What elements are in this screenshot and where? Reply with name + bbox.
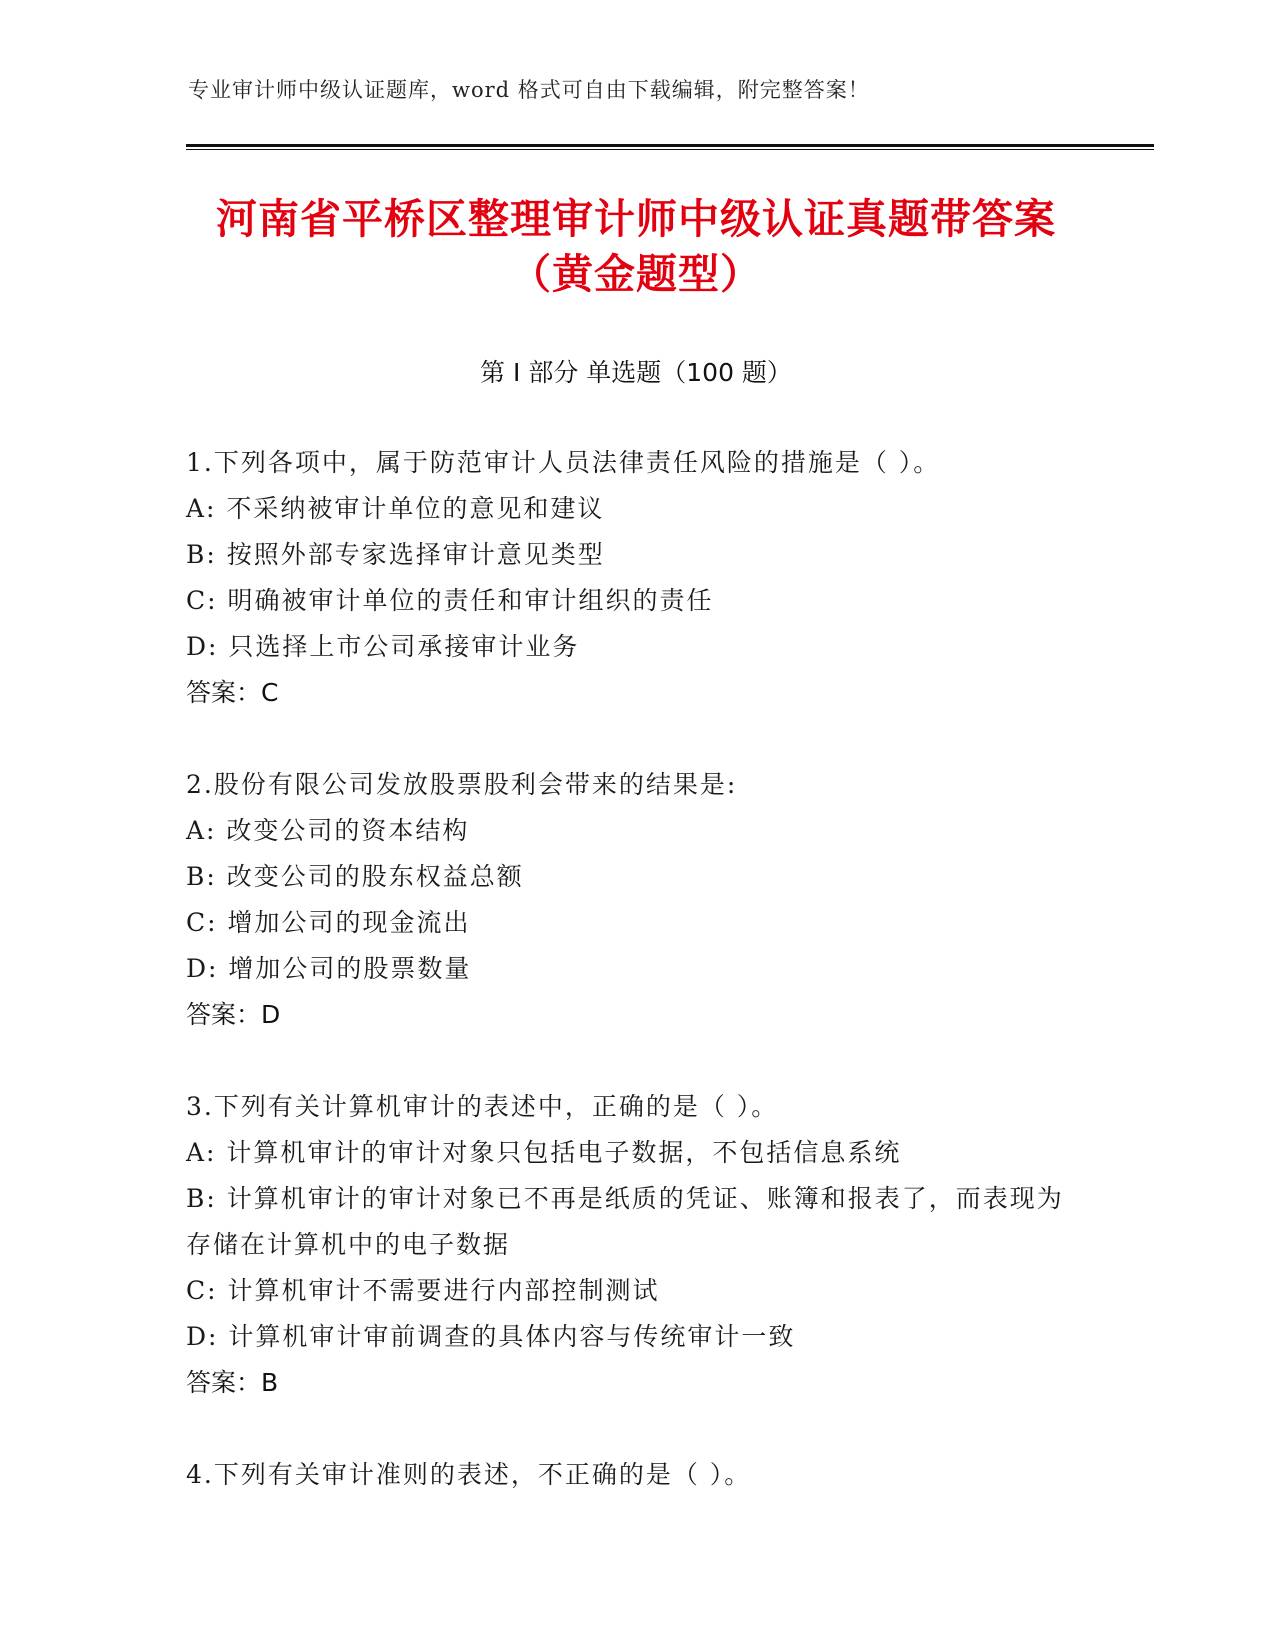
option-c: C: 计算机审计不需要进行内部控制测试 <box>186 1276 660 1305</box>
answer: 答案：C <box>186 678 279 707</box>
question-list <box>186 440 1086 1544</box>
question-stem: 2.股份有限公司发放股票股利会带来的结果是: <box>186 770 738 799</box>
option-d: D: 计算机审计审前调查的具体内容与传统审计一致 <box>186 1322 796 1351</box>
option-d: D: 增加公司的股票数量 <box>186 954 472 983</box>
question-2 <box>186 762 1086 1038</box>
document-title: 河南省平桥区整理审计师中级认证真题带答案（黄金题型） <box>216 195 1056 298</box>
header-rule-thick <box>186 144 1154 147</box>
option-c: C: 明确被审计单位的责任和审计组织的责任 <box>186 586 714 615</box>
option-d: D: 只选择上市公司承接审计业务 <box>186 632 580 661</box>
question-3 <box>186 1084 1086 1406</box>
header-note: 专业审计师中级认证题库，word 格式可自由下载编辑，附完整答案！ <box>188 78 870 102</box>
question-1 <box>186 440 1086 716</box>
option-a: A: 不采纳被审计单位的意见和建议 <box>186 494 605 523</box>
question-stem: 3.下列有关计算机审计的表述中，正确的是（ ）。 <box>186 1092 779 1121</box>
question-4 <box>186 1452 1086 1498</box>
question-stem: 1.下列各项中，属于防范审计人员法律责任风险的措施是（ ）。 <box>186 448 941 477</box>
answer: 答案：B <box>186 1368 279 1397</box>
question-stem: 4.下列有关审计准则的表述，不正确的是（ ）。 <box>186 1460 752 1489</box>
answer: 答案：D <box>186 1000 281 1029</box>
option-a: A: 计算机审计的审计对象只包括电子数据，不包括信息系统 <box>186 1138 902 1167</box>
option-b: B: 改变公司的股东权益总额 <box>186 862 524 891</box>
section-title: 第 I 部分 单选题（100 题） <box>480 358 792 387</box>
option-c: C: 增加公司的现金流出 <box>186 908 471 937</box>
option-b: B: 按照外部专家选择审计意见类型 <box>186 540 605 569</box>
option-a: A: 改变公司的资本结构 <box>186 816 470 845</box>
option-b: B: 计算机审计的审计对象已不再是纸质的凭证、账簿和报表了，而表现为存储在计算机中的电子数据 <box>186 1184 1064 1259</box>
header-rule-thin <box>186 149 1154 150</box>
